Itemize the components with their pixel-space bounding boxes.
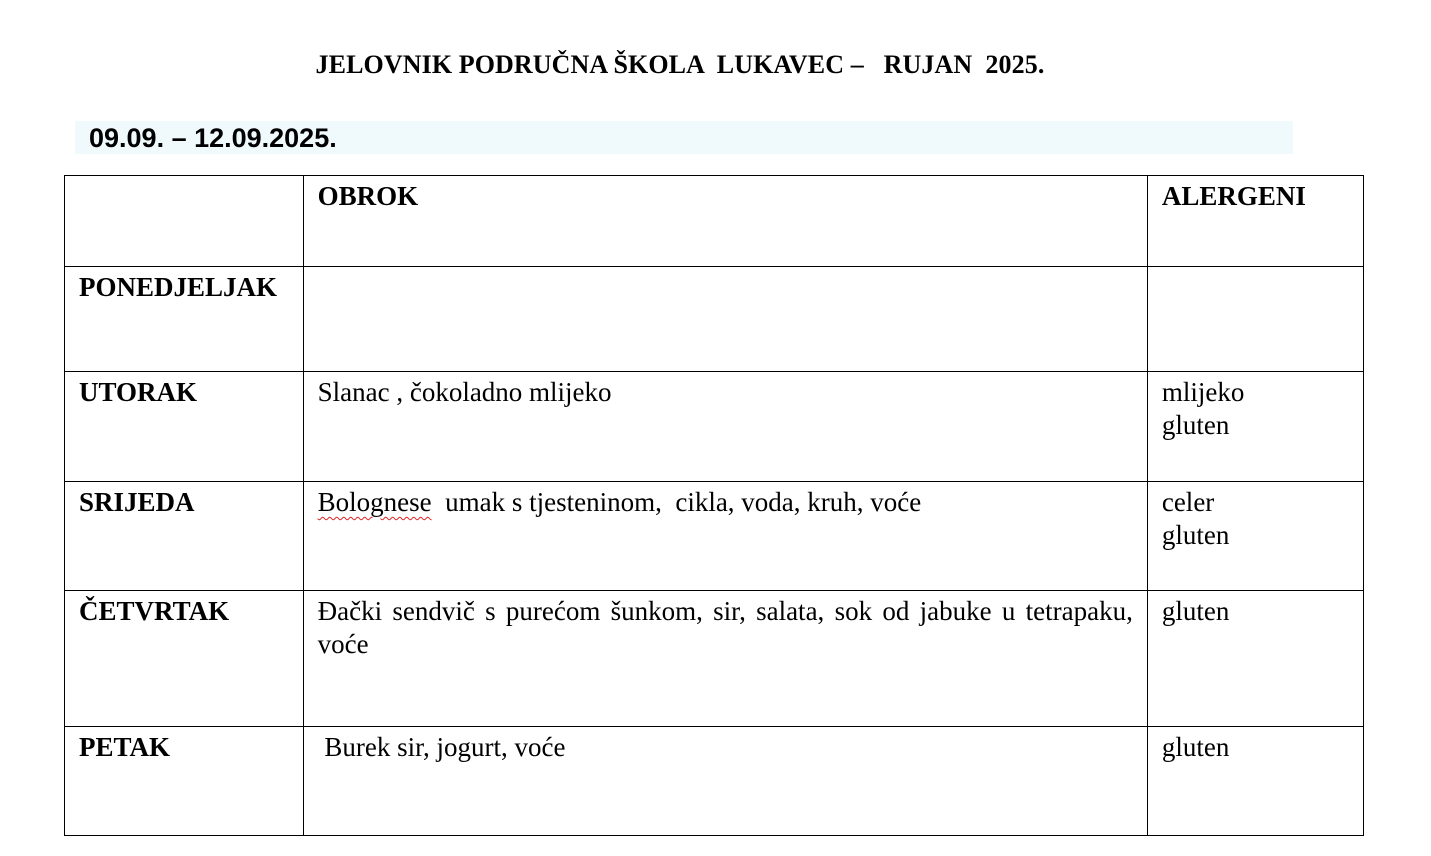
day-cell: PETAK: [65, 727, 304, 836]
allergen: gluten: [1161, 732, 1230, 762]
allergen: gluten: [1161, 596, 1230, 626]
header-day: [65, 176, 304, 267]
date-range: 09.09. – 12.09.2025.: [89, 123, 337, 153]
table-row: [65, 267, 1364, 372]
meal-text: umak s tjesteninom, cikla, voda, kruh, voće: [431, 487, 922, 517]
day-cell: SRIJEDA: [65, 482, 304, 591]
header-allergens: ALERGENI: [1147, 176, 1363, 267]
allergens-cell: [1147, 482, 1363, 591]
date-range-band: [75, 121, 1293, 154]
header-meal: OBROK: [303, 176, 1147, 267]
allergen: gluten: [1161, 520, 1230, 550]
allergens-cell: [1147, 591, 1363, 727]
meal-cell: Đački sendvič s purećom šunkom, sir, salata, sok od jabuke u tetrapaku, voće: [303, 591, 1147, 727]
allergens-cell: [1147, 727, 1363, 836]
day-cell: ČETVRTAK: [65, 591, 304, 727]
meal-cell: [303, 482, 1147, 591]
meal-cell: Burek sir, jogurt, voće: [303, 727, 1147, 836]
meal-cell: Slanac , čokoladno mlijeko: [303, 372, 1147, 482]
allergen: celer: [1161, 487, 1215, 517]
menu-table: [64, 175, 1364, 836]
allergen: mlijeko: [1161, 377, 1245, 407]
table-row: [65, 482, 1364, 591]
meal-cell: [303, 267, 1147, 372]
allergens-cell: [1147, 267, 1363, 372]
page-title: JELOVNIK PODRUČNA ŠKOLA LUKAVEC – RUJAN 2025.: [315, 50, 1045, 79]
table-row: [65, 727, 1364, 836]
table-row: [65, 591, 1364, 727]
allergen: gluten: [1161, 410, 1230, 440]
allergens-cell: [1147, 372, 1363, 482]
spellcheck-word: Bolognese: [317, 487, 432, 517]
table-header-row: [65, 176, 1364, 267]
day-cell: UTORAK: [65, 372, 304, 482]
day-cell: PONEDJELJAK: [65, 267, 304, 372]
table-row: [65, 372, 1364, 482]
